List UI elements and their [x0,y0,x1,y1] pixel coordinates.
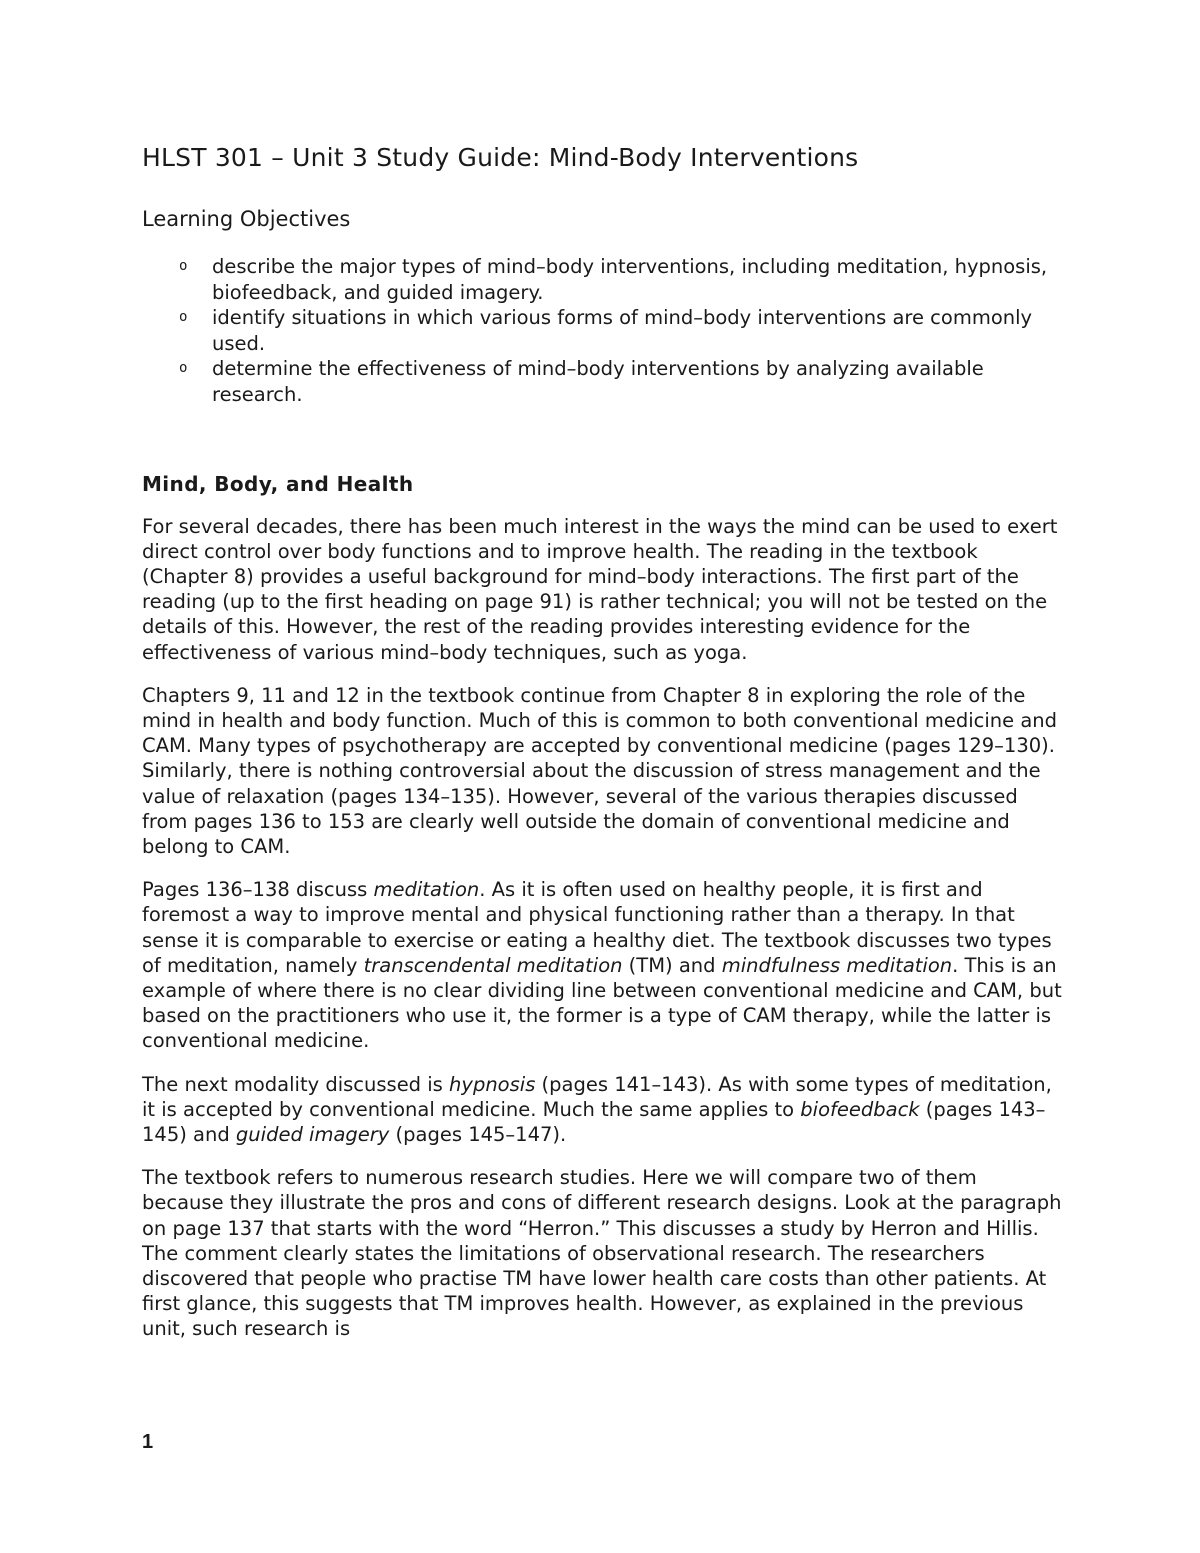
paragraph-3 [142,877,1062,1053]
text-run: Pages 136–138 discuss [142,878,374,902]
objectives-list [142,254,1062,408]
section-heading: Mind, Body, and Health [142,471,414,496]
text-run: (pages 145–147). [389,1123,567,1147]
objective-text: identify situations in which various forms of mind–body interventions are commonly used. [212,306,1033,355]
page-number: 1 [142,1431,154,1453]
emphasis-biofeedback: biofeedback [800,1097,920,1121]
paragraph-1: For several decades, there has been much interest in the ways the mind can be used to exert direct control over body functions and to improve health. The reading in the textbook (Chapter 8) provides a useful background for mind–body interactions. The first part of the reading (up to the first heading on page 91) is rather technical; you will not be tested on the details of this. However, the rest of the reading provides interesting evidence for the effectiveness of various mind–body techniques, such as yoga. [142,514,1058,664]
objective-text: determine the effectiveness of mind–body interventions by analyzing available research. [212,357,984,406]
objective-item [142,356,1062,407]
paragraph-2: Chapters 9, 11 and 12 in the textbook continue from Chapter 8 in exploring the role of the mind in health and body function. Much of this is common to both conventional medicine and CAM. Many types of psychotherapy are accepted by conventional medicine (pages 129–130). Similarly, there is nothing controversial about the discussion of stress management and the value of relaxation (pages 134–135). However, several of the various therapies discussed from pages 136 to 153 are clearly well outside the domain of conventional medicine and belong to CAM. [142,683,1058,858]
bullet-icon: o [179,309,188,326]
text-run: The next modality discussed is [142,1072,450,1096]
paragraph-4 [142,1072,1062,1148]
text-run: (TM) and [622,953,722,977]
emphasis-transcendental-meditation: transcendental meditation [363,953,623,977]
text-run: . This is an example of where there is no clear dividing line between conventional medicine and CAM, but based on the practitioners who use it, the former is a type of CAM therapy, while the latter is conventional medicine. [142,953,1062,1053]
text-run: . As it is often used on healthy people, it is first and foremost a way to improve mental and physical functioning rather than a therapy. In that sense it is comparable to exercise or eating a healthy diet. The textbook discusses two types of meditation, namely [142,878,1052,977]
emphasis-guided-imagery: guided imagery [235,1123,390,1147]
emphasis-meditation: meditation [373,878,480,902]
bullet-icon: o [179,360,188,377]
objective-item [142,254,1062,305]
document-title: HLST 301 – Unit 3 Study Guide: Mind-Body Interventions [142,143,859,172]
text-run: (pages 143–145) and [142,1097,1046,1147]
objectives-heading: Learning Objectives [142,207,351,231]
paragraph-5: The textbook refers to numerous research studies. Here we will compare two of them because they illustrate the pros and cons of different research designs. Look at the paragraph on page 137 that starts with the word “Herron.” This discusses a study by Herron and Hillis. The comment clearly states the limitations of observational research. The researchers discovered that people who practise TM have lower health care costs than other patients. At first glance, this suggests that TM improves health. However, as explained in the previous unit, such research is [142,1166,1062,1341]
emphasis-mindfulness-meditation: mindfulness meditation [721,953,953,977]
text-run: (pages 141–143). As with some types of meditation, it is accepted by conventional medicine. Much the same applies to [142,1072,1052,1121]
emphasis-hypnosis: hypnosis [449,1072,536,1096]
document-page [142,140,1062,1360]
objective-item [142,305,1062,356]
bullet-icon: o [179,258,188,274]
objective-text: describe the major types of mind–body interventions, including meditation, hypnosis, biofeedback, and guided imagery. [212,255,1048,304]
